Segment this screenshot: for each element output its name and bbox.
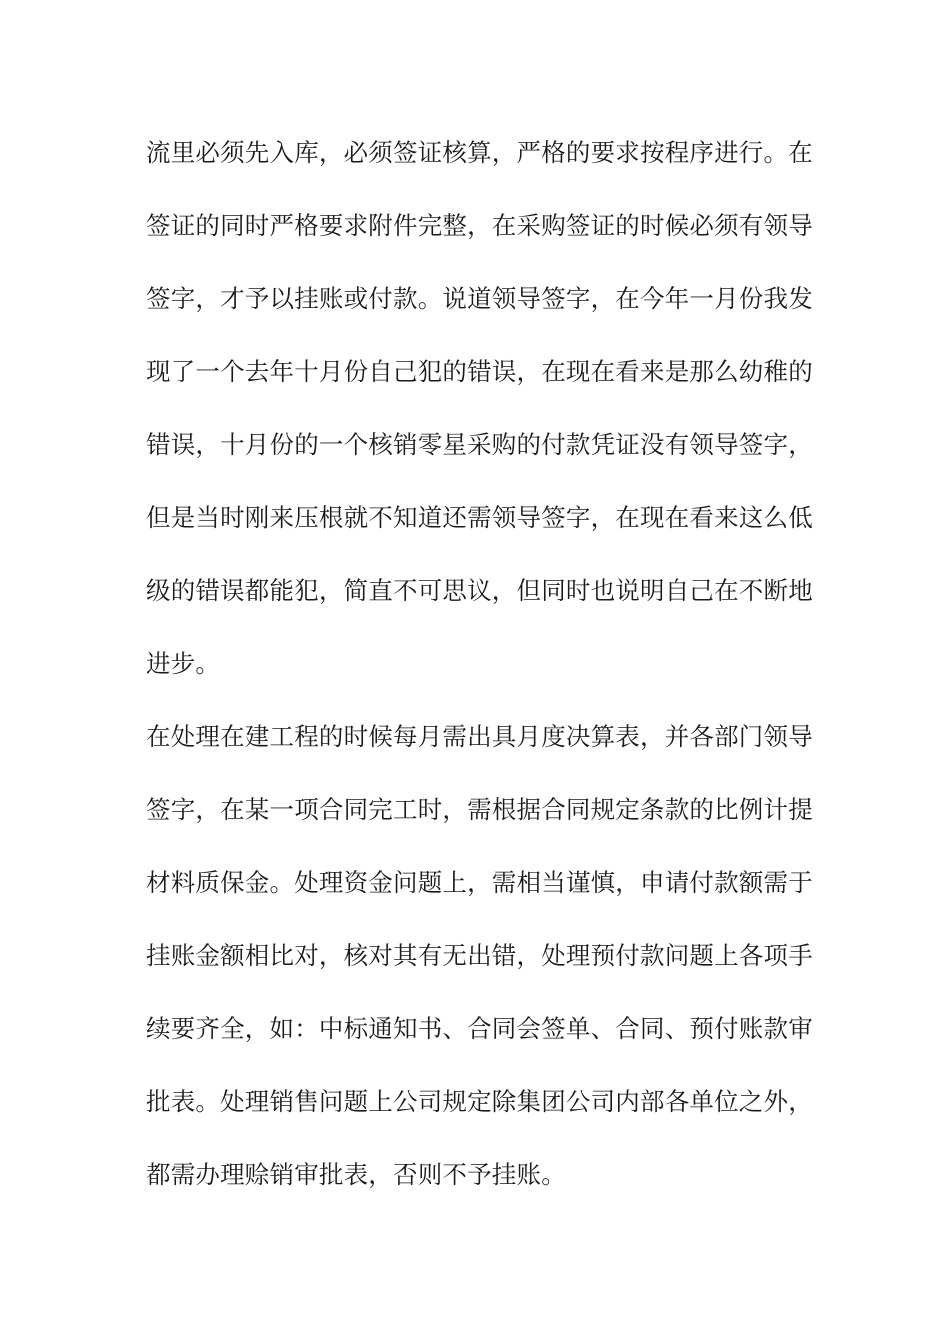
text-line: 签字，才予以挂账或付款。说道领导签字，在今年一月份我发: [146, 284, 813, 313]
text-line: 签字，在某一项合同完工时，需根据合同规定条款的比例计提: [146, 795, 813, 824]
text-line: 挂账金额相比对，核对其有无出错，处理预付款问题上各项手: [146, 941, 813, 970]
text-line: 材料质保金。处理资金问题上，需相当谨慎，申请付款额需于: [146, 868, 813, 897]
text-line: 在处理在建工程的时候每月需出具月度决算表，并各部门领导: [146, 722, 813, 751]
text-line: 批表。处理销售问题上公司规定除集团公司内部各单位之外，: [146, 1087, 813, 1116]
text-line: 续要齐全，如：中标通知书、合同会签单、合同、预付账款审: [146, 1014, 813, 1043]
text-line: 都需办理赊销审批表，否则不予挂账。: [146, 1160, 566, 1189]
text-line: 但是当时刚来压根就不知道还需领导签字，在现在看来这么低: [146, 503, 813, 532]
text-line: 错误，十月份的一个核销零星采购的付款凭证没有领导签字，: [146, 430, 813, 459]
text-line: 现了一个去年十月份自己犯的错误，在现在看来是那么幼稚的: [146, 357, 813, 386]
text-line: 签证的同时严格要求附件完整，在采购签证的时候必须有领导: [146, 211, 813, 240]
text-line: 流里必须先入库，必须签证核算，严格的要求按程序进行。在: [146, 138, 813, 167]
text-line: 进步。: [146, 649, 221, 678]
text-line: 级的错误都能犯，简直不可思议，但同时也说明自己在不断地: [146, 576, 813, 605]
